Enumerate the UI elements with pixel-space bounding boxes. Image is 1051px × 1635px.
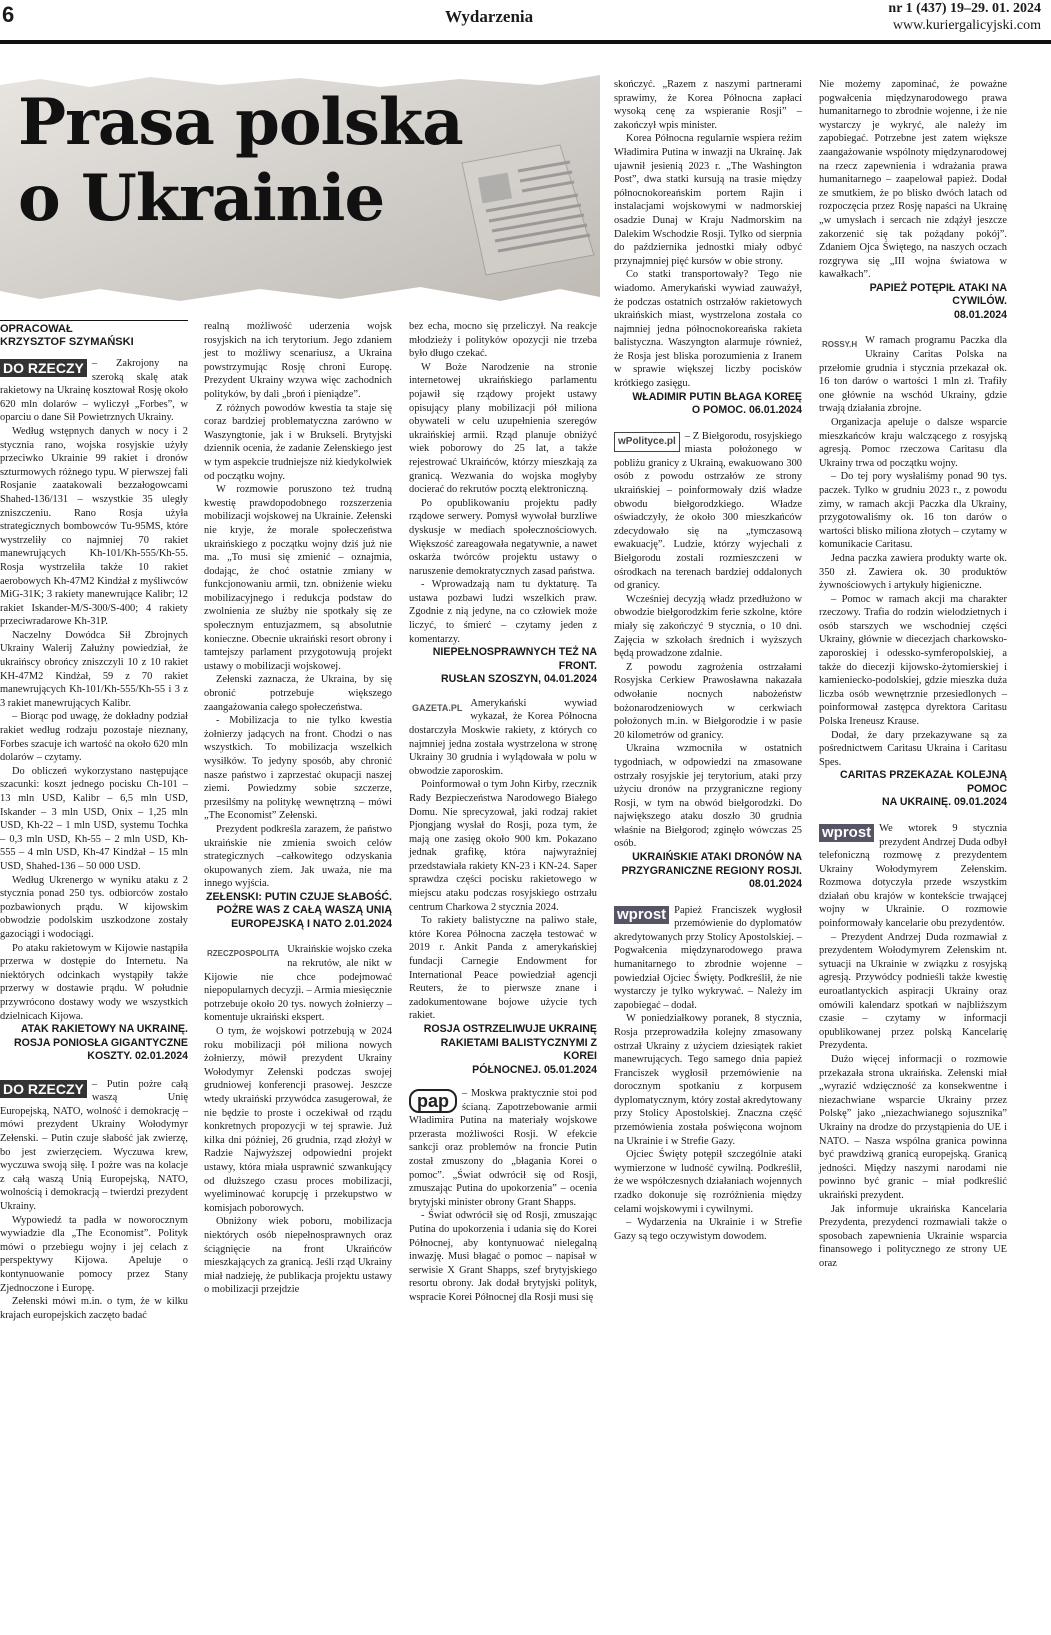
- heading-line: NA UKRAINĘ. 09.01.2024: [881, 796, 1007, 809]
- heading-line: 08.01.2024: [748, 878, 802, 891]
- column-2: [204, 320, 392, 1297]
- paragraph: Jak informuje ukraińska Kancelaria Prezydenta, prezydenci rozmawiali także o sposobach zapewnienia Ukrainie wsparcia finansowego i politycznego ze strony UE oraz: [819, 1203, 1007, 1269]
- header-rule: [0, 40, 1051, 44]
- paragraph: Po ataku rakietowym w Kijowie nastąpiła przerwa w dostępie do Internetu. Na niektórych odcinkach wystąpiły także przerwy w dostawie prądu. W południe przywrócono dostawy wody we wszystkich dzielnicach Kijowa.: [0, 942, 188, 1022]
- column-3: [409, 320, 597, 1305]
- heading-line: 08.01.2024: [953, 308, 1007, 321]
- paragraph: W rozmowie poruszono też trudną kwestię prawdopodobnego rozszerzenia mobilizacji wojskowej na Ukrainie. Zełenski nie kryje, że morale społeczeństwa ukraińskiego z początku wojny dziś już nie ma. „To musi się zmienić – oznajmia, dodając, że choć ostatnie zmiany w funkcjonowaniu armii, tzn. obniżenie wieku mobilizacyjnego i redukcja podstaw do zwolnienia ze służby nie spotkały się ze społecznym entuzjazmem, są absolutnie konieczne. Obecnie ukraiński resort obrony i tamtejszy parlament przygotowują projekt ustawy o mobilizacji wojskowej.: [204, 484, 392, 672]
- do-rzeczy-logo: DO RZECZY: [0, 1080, 87, 1098]
- text: Amerykański wywiad wykazał, że Korea Północna dostarczyła Moskwie rakiety, z których co najmniej jedna została wystrzelona w stronę Ukrainy 30 grudnia i wylądowała w polu w obwodzie zaporoskim.: [409, 697, 597, 777]
- title-line-1: Prasa polska: [18, 85, 463, 160]
- paragraph: Według Ukrenergo w wyniku ataku z 2 stycznia ponad 250 tys. odbiorców zostało pozbawionych prądu. W kijowskim obwodzie podolskim uszkodzone zostały gazociągi i wodociągi.: [0, 874, 188, 940]
- source-heading: [614, 851, 802, 892]
- rzeczpospolita-logo: RZECZPOSPOLITA: [204, 945, 282, 963]
- wpolityce-logo: wPolityce.pl: [614, 432, 680, 452]
- title-banner: [0, 75, 604, 303]
- heading-line: RUSŁAN SZOSZYN, 04.01.2024: [440, 673, 597, 686]
- heading-line: PÓŁNOCNEJ. 05.01.2024: [472, 1063, 597, 1076]
- wprost-logo: wprost: [614, 906, 669, 924]
- paragraph: [819, 334, 1007, 416]
- paragraph: Ukraina wzmocniła w ostatnich tygodniach, w odpowiedzi na zmasowane ostrzały rosyjskie jej terytorium, ataki przy użyciu dronów na przygraniczne regiony Rosji, w tym na obwód biełgorodzki. Do największego ataku doszło 30 grudnia właśnie na Biełgorod; zginęło wówczas 25 osób.: [614, 743, 802, 850]
- paragraph: Nie możemy zapominać, że poważne pogwałcenia międzynarodowego prawa humanitarnego to zbrodnie wojenne, i że nie wystarczy je wykryć, ale należy im zapobiegać. Potrzebne jest zatem większe zaangażowanie wspólnoty międzynarodowej na rzecz zapewnienia i wdrażania prawa humanitarnego – zaapelował papież. Dodał ze smutkiem, że po blisko dwóch latach od rozpoczęcia przez Rosję napaści na Ukrainę „w umysłach i sercach nie zdążył jeszcze zakorzenić się tak pożądany pokój”. Zdaniem Ojca Świętego, na naszych oczach rozgrywa się „III wojna światowa w kawałkach”.: [819, 79, 1007, 281]
- heading-line: RAKIETAMI BALISTYCZNYMI Z KOREI: [440, 1036, 597, 1062]
- paragraph: O tym, że wojskowi potrzebują w 2024 roku mobilizacji pół miliona nowych żołnierzy, mówił prezydent Ukrainy Wołodymyr Zełenski podczas swojej grudniowej konferencji prasowej. Jeszcze wtedy ukraiński przywódca zasugerował, że nie będzie to proste i oczekiwał od rządu konkretnych propozycji w tej sprawie. Już kilka dni później, 26 grudnia, rząd złożył w Radzie Najwyższej odpowiedni projekt ustawy, która miała usprawnić szwankujący od dłuższego czasu proces mobilizacji, wyeliminować korupcję i przekupstwo w komisjach poborowych.: [204, 1026, 392, 1214]
- paragraph: [409, 697, 597, 779]
- paragraph: – Prezydent Andrzej Duda rozmawiał z prezydentem Wołodymyrem Zełenskim nt. sytuacji na Ukrainie w związku z rosyjską agresją. Przywódcy podnieśli także kwestię euroatlantyckich aspiracji Ukrainy oraz omówili kalendarz spotkań w najbliższym czasie – czytamy w informacji opublikowanej przez polską Kancelarię Prezydenta.: [819, 931, 1007, 1052]
- paragraph: Dużo więcej informacji o rozmowie przekazała strona ukraińska. Zełenski miał „wyrazić wdzięczność za konsekwentne i niezachwiane wsparcie Ukrainy przez Polskę” jako „niezachwianego sojusznika” Ukrainy na drodze do przystąpienia do UE i NATO. – Nasza wspólna granica powinna być prawdziwą granicą europejską. Granicą jedności. Między naszymi narodami nie powinno być granic – miał podkreślić ukraiński prezydent.: [819, 1054, 1007, 1201]
- text: We wtorek 9 stycznia prezydent Andrzej Duda odbył telefoniczną rozmowę z prezydentem Ukrainy Wołodymyrem Zełenskim. Rozmowa dotyczyła przede wszystkim działań obu krajów w kontekście trwającej wojny w Ukrainie. O rozmowie poinformowały kancelarie obu prezydentów.: [819, 822, 1007, 930]
- paragraph: [0, 357, 188, 425]
- section-name: Wydarzenia: [445, 7, 534, 26]
- pap-logo: pap: [409, 1089, 457, 1113]
- heading-line: EUROPEJSKĄ I NATO 2.01.2024: [231, 917, 392, 930]
- paragraph: Obniżony wiek poboru, mobilizacja niektórych osób niepełnosprawnych oraz ściągnięcie na front Ukraińców mieszkających za granicą. Jeśli rząd Ukrainy miał nadzieję, że publikacja projektu ustawy o mobilizacji przejdzie: [204, 1216, 392, 1296]
- heading-line: KOSZTY. 02.01.2024: [87, 1050, 188, 1063]
- paragraph: [409, 1087, 597, 1209]
- paragraph: To rakiety balistyczne na paliwo stałe, które Korea Północna zaczęła testować w 2019 r. Ankit Panda z amerykańskiej fundacji Carnegie Endowment for International Peace powiedział agencji Reuters, że to pierwsze znane i zadokumentowane bojowe użycie tych rakiet.: [409, 915, 597, 1022]
- paragraph: [614, 904, 802, 1013]
- paragraph: Z różnych powodów kwestia ta staje się coraz bardziej problematyczna zarówno w Waszyngtonie, jak i w Brukseli. Brytyjski dziennik ocenia, że zadanie Zełenskiego jest w tym aspekcie trudniejsze niż kiedykolwiek od początku wojny.: [204, 402, 392, 482]
- text: – Moskwa praktycznie stoi pod ścianą. Zapotrzebowanie armii Władimira Putina na materiały wojskowe przerasta możliwości Rosji. W efekcie sankcji oraz problemów na froncie Putin został zmuszony do „błagania Korei o pomoc”. „Świat odwrócił się od Rosji, zmuszając Putina do upokorzenia” – ocenia brytyjski minister obrony Grant Shapps.: [409, 1088, 597, 1208]
- text: – Zakrojony na szeroką skalę atak rakietowy na Ukrainę kosztował Rosję około 620 mln dolarów – wyliczył „Forbes”, w oparciu o dane Sił Powietrznych Ukrainy.: [0, 358, 188, 424]
- paragraph: – Pomoc w ramach akcji ma charakter rzeczowy. Trafia do rodzin wielodzietnych i osób starszych we wschodniej części Ukrainy, głównie w diecezjach charkowsko-zaporoskiej i odessko-symferopolskiej, a także do diecezji kijowsko-żytomierskiej i kamieniecko-podolskiej, gdzie mieszka duża liczba osób wewnętrznie przesiedlonych – poinformował zastępca dyrektora Caritasu Polska Ireneusz Krause.: [819, 593, 1007, 728]
- source-heading: [409, 646, 597, 687]
- paragraph: – Biorąc pod uwagę, że dokładny podział rakiet według rodzaju pozostaje nieznany, Forbes szacuje ich wartość na około 620 mln dolarów – czytamy.: [0, 711, 188, 764]
- paragraph: - Świat odwrócił się od Rosji, zmuszając Putina do upokorzenia i udania się do Korei Północnej, aby kontynuować nielegalną inwazję. Musi błagać o pomoc – napisał w serwisie X Grant Shapps, szef brytyjskiego resortu obrony. Jak dodał brytyjski polityk, wspracie Korei Północnej dla Rosji musi się: [409, 1210, 597, 1303]
- paragraph: [614, 430, 802, 593]
- rossyjne-logo: ROSSY.H: [819, 336, 860, 354]
- paragraph: Organizacja apeluje o dalsze wsparcie mieszkańców kraju walczącego z rosyjską agresją. Pomoc rzeczowa Caritasu dla Ukrainy trwa od początku wojny.: [819, 416, 1007, 469]
- paragraph: – Wydarzenia na Ukrainie i w Strefie Gazy są tego oczywistym dowodem.: [614, 1217, 802, 1242]
- heading-line: ATAK RAKIETOWY NA UKRAINĘ.: [20, 1023, 188, 1036]
- heading-line: POŻRE WAS Z CAŁĄ WASZĄ UNIĄ: [216, 904, 392, 917]
- title-line-2: o Ukrainie: [18, 161, 385, 236]
- heading-line: O POMOC. 06.01.2024: [691, 404, 802, 417]
- paragraph: Dodał, że dary przekazywane są za pośrednictwem Caritasu Ukraina i Caritasu Spes.: [819, 729, 1007, 768]
- text: – Z Biełgorodu, rosyjskiego miasta położonego w pobliżu granicy z Ukrainą, ewakuowano 300 osób z powodu ostrzałów ze strony ukraińskiej – poinformowały dziś władze obwodu biełgorodzkiego. Władze oświadczyły, że około 300 mieszkańców zdecydowało się na „tymczasową ewakuację”. Ludzie, którzy wyjechali z Biełgorodu zostali rozmieszczeni w ośrodkach na terenach bardziej oddalonych od granicy.: [614, 430, 802, 592]
- heading-line: UKRAIŃSKIE ATAKI DRONÓW NA: [632, 851, 802, 864]
- paragraph: Zełenski mówi m.in. o tym, że w kilku krajach europejskich zaczęto badać: [0, 1296, 188, 1321]
- source-heading: [614, 391, 802, 418]
- article-title: [18, 85, 463, 237]
- paragraph: Naczelny Dowódca Sił Zbrojnych Ukrainy Walerij Załużny powiedział, że ukraińscy obrońcy zniszczyli 10 z 10 rakiet KH-47M2 Kindżał, 59 z 70 rakiet manewrujących Kh-101/Kh-555/Kh-55 i 3 z 3 rakiet manewrujących Kalibr.: [0, 629, 188, 709]
- paragraph: - Wprowadzają nam tu dyktaturę. Ta ustawa pozbawi ludzi wszelkich praw. Zgodnie z nią jedyne, na co człowiek może liczyć, to śmierć – czytamy jeden z komentarzy.: [409, 579, 597, 645]
- website: www.kuriergalicyjski.com: [892, 18, 1041, 33]
- column-5: [819, 78, 1007, 1271]
- heading-line: ROSJA OSTRZELIWUJE UKRAINĘ: [423, 1023, 597, 1035]
- paragraph: Co statki transportowały? Tego nie wiadomo. Amerykański wywiad zauważył, że podczas ostatnich ostrzałów rakietowych ukraińskich miast, wystrzelona została co najmniej jedna północnokoreańska rakieta balistyczna. Waszyngton alarmuje również, że Rosja jest bliska porozumienia z Iranem w sprawie większej liczby pocisków krótkiego zasięgu.: [614, 269, 802, 390]
- paragraph: Według wstępnych danych w nocy i 2 stycznia rano, wojska rosyjskie użyły przeciwko Ukrainie 99 rakiet i dronów szturmowych różnego typu. W pierwszej fali Rosjanie zaatakowali bezzałogowcami Shahed-136/131 – wszystkie 35 uległy zniszczeniu. Rano Rosja użyła strategicznych bombowców Tu-95MS, które wystrzeliły co najmniej 70 rakiet manewrujących Kh-101/Kh-555/Kh-55. Rosja wystrzeliła także 10 rakiet aerobowych Kh-47M2 Kindżał z myśliwców MiG-31K; 3 rakiety manewrujące Kalibr; 12 rakiet Iskander-M/S-300/S-400; 4 rakiety przeciwradarowe Kh-31P.: [0, 425, 188, 628]
- page-header: [0, 0, 1051, 44]
- paragraph: Korea Północna regularnie wspiera reżim Władimira Putina w inwazji na Ukrainę. Jak ujawnił jesienią 2023 r. „The Washington Post”, dwa statki kursują na trasie między północnokoreańskim portem Rajin i instalacjami wojskowymi w nadmorskiej osadzie Dunaj w Kraju Nadmorskim na Dalekim Wschodzie Rosji. Tylko od sierpnia do października jednostki miały odbyć przynajmniej pięć kursów w obie strony.: [614, 133, 802, 267]
- paragraph: Wypowiedź ta padła w noworocznym wywiadzie dla „The Economist”. Polityk mówi o przebiegu wojny i jej celach z perspektywy Kijowa. Apeluje o kontynuowanie pomocy przez Stany Zjednoczone i Europę.: [0, 1214, 188, 1294]
- paragraph: Ojciec Święty potępił szczególnie ataki wymierzone w ludność cywilną. Podkreślił, że we współczesnych działaniach wojennych rzadko dokonuje się rozróżnienia między celami wojskowymi i cywilnymi.: [614, 1149, 802, 1215]
- paragraph: [204, 943, 392, 1025]
- text: – Putin pożre całą waszą Unię Europejską, NATO, wolność i demokrację – mówi prezydent Ukrainy Wołodymyr Zełenski. – Putin czuje słabość jak zwierzę, bo jest zwierzęciem. Wyczuwa krew, wyczuwa swoją siłę. I pożre was na kolacje z całą waszą Unią Europejską, NATO, wolnością i demokracją – twierdzi prezydent Ukrainy.: [0, 1078, 188, 1212]
- paragraph: Wcześniej decyzją władz przedłużono w obwodzie biełgorodzkim ferie szkolne, które miały się zakończyć 9 stycznia, o 10 dni. Zajęcia w szkołach średnich i wyższych będą prowadzone zdalnie.: [614, 593, 802, 660]
- page-number: 6: [2, 2, 15, 27]
- source-heading: [204, 891, 392, 932]
- heading-line: WŁADIMIR PUTIN BŁAGA KOREĘ: [632, 390, 802, 403]
- byline: [0, 320, 188, 349]
- wprost-logo: wprost: [819, 824, 874, 842]
- paragraph: Jedna paczka zawiera produkty warte ok. 350 zł. Zawiera ok. 30 produktów żywnościowych i artykuły higieniczne.: [819, 552, 1007, 592]
- source-heading: [0, 1023, 188, 1064]
- issue-info: [888, 0, 1041, 34]
- source-heading: [819, 769, 1007, 810]
- heading-line: PAPIEŻ POTĘPIŁ ATAKI NA CYWILÓW.: [869, 281, 1007, 308]
- heading-line: NIEPEŁNOSPRAWNYCH TEŻ NA FRONT.: [432, 646, 597, 672]
- paragraph: Prezydent podkreśla zarazem, że państwo ukraińskie nie zmienia swoich celów strategicznych –całkowitego odzyskania okupowanych ziem. Jak uważa, nie ma innego wyjścia.: [204, 823, 392, 890]
- paragraph: realną możliwość uderzenia wojsk rosyjskich na ich terytorium. Jego zdaniem jest to możliwy scenariusz, a Ukraina powstrzymując Rosję chroni Europę. Prezydent Ukrainy wzywa więc zachodnich polityków, by dali „broń i pieniądze”.: [204, 321, 392, 400]
- text: Papież Franciszek wygłosił przemówienie do dyplomatów akredytowanych przy Stolicy Apostolskiej. – Pogwałcenia międzynarodowego prawa humanitarnego to zbrodnie wojenne – powiedział Ojciec Święty. Podkreślił, że nie wystarczy je tylko wykrywać. – Należy im zapobiegać – dodał.: [614, 904, 802, 1011]
- paragraph: bez echa, mocno się przeliczył. Na reakcje młodzieży i polityków opozycji nie trzeba było długo czekać.: [409, 321, 597, 360]
- paragraph: Poinformował o tym John Kirby, rzecznik Rady Bezpieczeństwa Narodowego Białego Domu. Nie sprecyzował, jaki rodzaj rakiet Pjongjang wysłał do Rosji, poza tym, że mają one zasięg około 900 km. Pokazano jednak grafikę, która najwyraźniej przedstawiała rakiety KN-23 i KN-24. Saper sprawdza części pocisku rakietowego w miejscu ataku podczas rosyjskiego ostrzału centrum Charkowa 2 stycznia 2024.: [409, 779, 597, 913]
- paragraph: Z powodu zagrożenia ostrzałami Rosyjska Cerkiew Prawosławna nakazała odwołanie nocnych nabożeństw bożonarodzeniowych w cerkwiach położonych m.in. w Biełgorodzie i w pasie 20 kilometrów od granicy.: [614, 661, 802, 741]
- column-1: [0, 320, 188, 1322]
- paragraph: – Do tej pory wysłaliśmy ponad 90 tys. paczek. Tylko w grudniu 2023 r., z powodu zimy, w ramach akcji Paczka dla Ukrainy, przygotowaliśmy ok. 16 ton darów o wartości blisko miliona złotych – czytamy w komunikacie Caritasu.: [819, 471, 1007, 551]
- gazeta-logo: GAZETA.PL: [409, 699, 465, 717]
- paragraph: Zełenski zaznacza, że Ukraina, by się obronić potrzebuje większego zaangażowania całego społeczeństwa.: [204, 674, 392, 713]
- paragraph: [0, 1078, 188, 1214]
- heading-line: ZEŁENSKI: PUTIN CZUJE SŁABOŚĆ.: [206, 890, 392, 903]
- byline-role: OPRACOWAŁ: [0, 323, 73, 335]
- column-4: [614, 78, 802, 1243]
- text: W ramach programu Paczka dla Ukrainy Caritas Polska na przełomie grudnia i stycznia przekazał ok. 16 ton darów o wartości 1 mln zł. Trafiły one głównie na wschód Ukrainy, gdzie trwają działania zbrojne.: [819, 335, 1007, 415]
- source-heading: [819, 282, 1007, 323]
- heading-line: ROSJA PONIOSŁA GIGANTYCZNE: [13, 1036, 188, 1049]
- text: Ukraińskie wojsko czeka na rekrutów, ale nikt w Kijowie nie chce podejmować niepopularnych decyzji. – Armia miesięcznie potrzebuje około 20 tys. nowych żołnierzy – komentuje ukraiński ekspert.: [204, 944, 392, 1024]
- paragraph: [819, 822, 1007, 931]
- paragraph: W Boże Narodzenie na stronie internetowej ukraińskiego parlamentu pojawił się rządowy projekt ustawy opisujący plany mobilizacji pół miliona obywateli w celu uzupełnienia szeregów ukraińskiej armii. Rząd planuje obniżyć wiek poborowy do 25 lat, a także rejestrować Ukraińców, którzy mieszkają za granicą. Wezwania do wojska mogłyby docierać do rekrutów pocztą elektroniczną.: [409, 361, 597, 496]
- issue-number: nr 1 (437) 19–29. 01. 2024: [888, 1, 1041, 16]
- paragraph: skończyć. „Razem z naszymi partnerami sprawimy, że Korea Północna zapłaci wysoką cenę za wspieranie Rosji” – zakończył wpis minister.: [614, 79, 802, 131]
- heading-line: PRZYGRANICZNE REGIONY ROSJI.: [621, 864, 802, 877]
- source-heading: [409, 1023, 597, 1077]
- byline-author: KRZYSZTOF SZYMAŃSKI: [0, 336, 134, 348]
- paragraph: W poniedziałkowy poranek, 8 stycznia, Rosja przeprowadziła kolejny zmasowany ostrzał Ukrainy z użyciem dziesiątek rakiet manewrujących. Tego samego dnia papież Franciszek wygłosił przemówienie na dorocznym spotkaniu z korpusem dyplomatycznym, który został akredytowany przy Stolicy Apostolskiej. Znaczna część przemówienia została poświęcona wojnom na Ukrainie i w Strefie Gazy.: [614, 1013, 802, 1147]
- paragraph: - Mobilizacja to nie tylko kwestia żołnierzy jadących na front. Chodzi o nas wszystkich. To mobilizacja wszelkich wysiłków. To jedyny sposób, aby chronić nasze państwo i zaprzestać okupacji naszej ziemi. Powiedzmy sobie szczerze, przesilśmy na politykę wewnętrzną – mówi „The Economist” Zełenski.: [204, 715, 392, 822]
- heading-line: CARITAS PRZEKAZAŁ KOLEJNĄ POMOC: [840, 769, 1007, 795]
- paragraph: Do obliczeń wykorzystano następujące szacunki: koszt jednego pocisku Ch-101 – 13 mln USD, Kalibr – 6,5 mln USD, Iskander – 3 mln USD, Onix – 1,25 mln USD, Kh-22 – 1 mln USD, systemu Tochka – 0,3 mln USD, Kh-55 – 2 mln USD, Kh-555 – 4 mln USD, Kh-47 Kindżał – 15 mln USD, Shahed-136 – 50 000 USD.: [0, 765, 188, 872]
- do-rzeczy-logo: DO RZECZY: [0, 359, 87, 377]
- paragraph: Po opublikowaniu projektu padły rządowe serwery. Pomysł wywołał burzliwe dyskusje w mediach społecznościowych. Większość zareagowała negatywnie, a nawet oskarża twórców projektu ustawy o naruszenie demokratycznych zasad państwa.: [409, 497, 597, 577]
